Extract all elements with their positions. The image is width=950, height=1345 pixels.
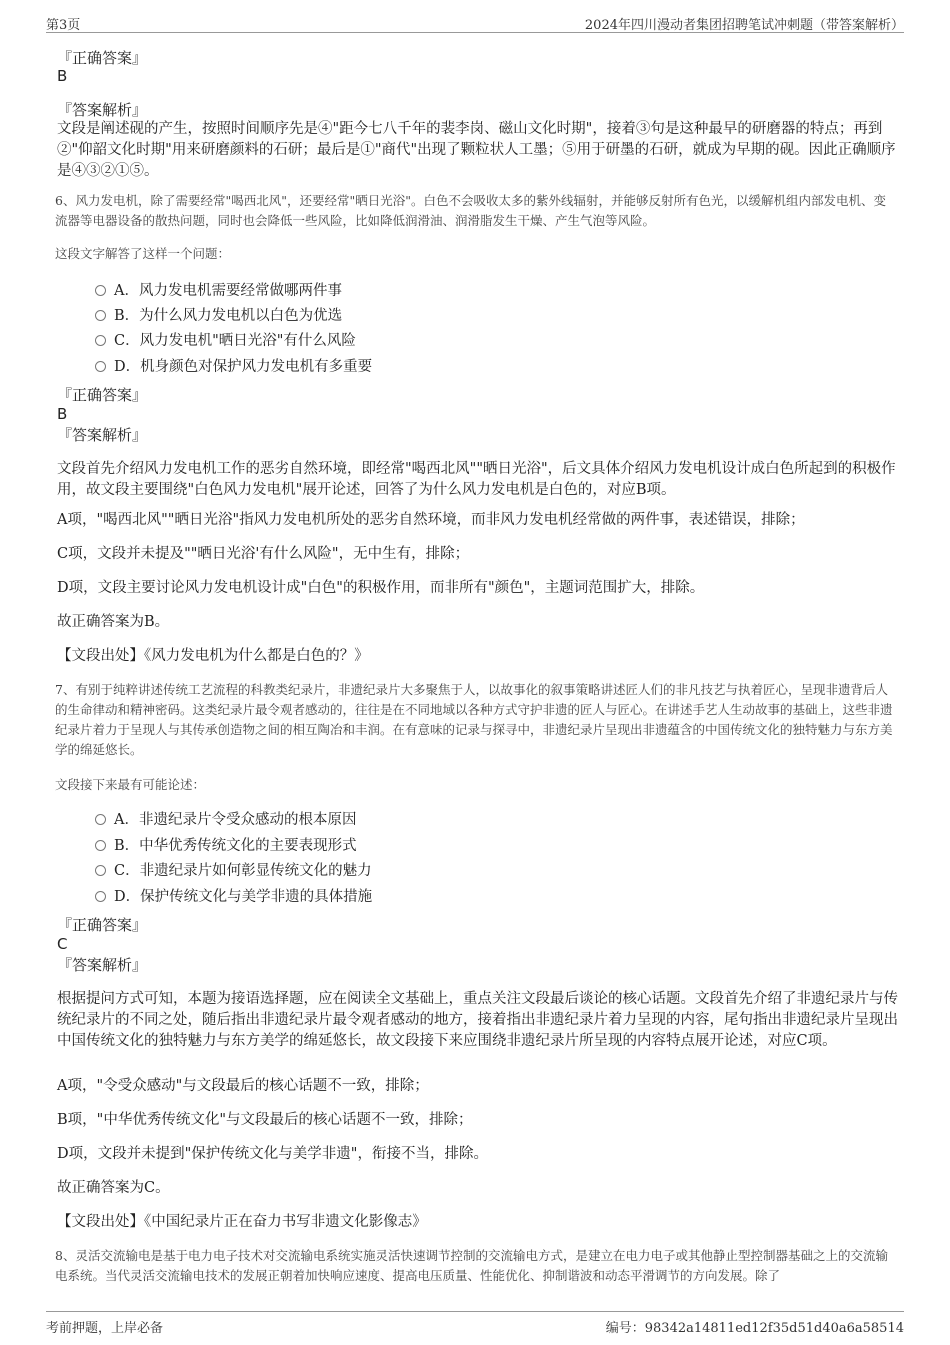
question-text: 8、灵活交流输电是基于电力电子技术对交流输电系统实施灵活快速调节控制的交流输电方式，是建立在电力电子或其他静止型控制器基础之上的交流输电系统。当代灵活交流输电技术的发展正朝着加快响应速度、提高电压质量、性能优化、抑制谐波和动态平滑调节的方向发展。除了: [55, 1248, 888, 1283]
source-citation: 【文段出处】《中国纪录片正在奋力书写非遗文化影像志》: [57, 1214, 427, 1230]
question-prompt: 文段接下来最有可能论述：: [55, 777, 206, 792]
option-d[interactable]: D．机身颜色对保护风力发电机有多重要: [95, 357, 372, 377]
analysis-option-c: C项，文段并未提及""晒日光浴'有什么风险"，无中生有，排除；: [57, 546, 470, 562]
option-c[interactable]: C．风力发电机"晒日光浴"有什么风险: [95, 331, 356, 351]
radio-icon[interactable]: [95, 814, 106, 825]
radio-icon[interactable]: [95, 891, 106, 902]
radio-icon[interactable]: [95, 865, 106, 876]
radio-icon[interactable]: [95, 310, 106, 321]
option-c[interactable]: C．非遗纪录片如何彰显传统文化的魅力: [95, 861, 372, 881]
correct-answer-label: 『正确答案』: [57, 49, 148, 67]
analysis-option-d: D项，文段主要讨论风力发电机设计成"白色"的积极作用，而非所有"颜色"，主题词范围扩大，排除。: [57, 580, 705, 596]
option-a[interactable]: A．非遗纪录片令受众感动的根本原因: [95, 810, 356, 830]
question-text: 7、有别于纯粹讲述传统工艺流程的科教类纪录片，非遗纪录片大多聚焦于人，以故事化的叙事策略讲述匠人们的非凡技艺与执着匠心，呈现非遗背后人的生命律动和精神密码。这类纪录片最令观者感动的，往往是在不同地域以各种方式守护非遗的匠人与匠心。在讲述手艺人生动故事的基础上，这些非遗纪录片着力于呈现人与其传承创造物之间的相互陶冶和丰润。在有意味的记录与探寻中，非遗纪录片呈现出非遗蕴含的中国传统文化的独特魅力与东方美学的绵延悠长。: [55, 682, 893, 757]
analysis-label: 『答案解析』: [57, 956, 148, 974]
option-d[interactable]: D．保护传统文化与美学非遗的具体措施: [95, 887, 372, 907]
analysis-label: 『答案解析』: [57, 101, 148, 119]
question-prompt: 这段文字解答了这样一个问题：: [55, 246, 231, 261]
option-a[interactable]: A．风力发电机需要经常做哪两件事: [95, 281, 342, 301]
radio-icon[interactable]: [95, 840, 106, 851]
page-footer: [46, 1311, 904, 1338]
radio-icon[interactable]: [95, 335, 106, 346]
page-header: [46, 10, 904, 33]
page-number: 第3页: [46, 18, 81, 33]
radio-icon[interactable]: [95, 361, 106, 372]
analysis-option-d: D项，文段并未提到"保护传统文化与美学非遗"，衔接不当，排除。: [57, 1146, 488, 1162]
option-b[interactable]: B．为什么风力发电机以白色为优选: [95, 306, 342, 326]
question-text: 6、风力发电机，除了需要经常"喝西北风"，还要经常"晒日光浴"。白色不会吸收太多的紫外线辐射，并能够反射所有色光，以缓解机组内部发电机、变流器等电器设备的散热问题，同时也会降低一些风险，比如降低润滑油、润滑脂发生干燥、产生气泡等风险。: [55, 193, 886, 228]
analysis-label: 『答案解析』: [57, 426, 148, 444]
analysis-option-b: B项，"中华优秀传统文化"与文段最后的核心话题不一致，排除；: [57, 1112, 473, 1128]
correct-answer-value: C: [57, 935, 68, 953]
correct-answer-label: 『正确答案』: [57, 916, 148, 934]
document-title: 2024年四川漫动者集团招聘笔试冲刺题（带答案解析）: [584, 18, 904, 33]
source-citation: 【文段出处】《风力发电机为什么都是白色的？》: [57, 648, 369, 664]
correct-answer-value: B: [57, 405, 68, 423]
analysis-text: 根据提问方式可知，本题为接语选择题，应在阅读全文基础上，重点关注文段最后谈论的核心话题。文段首先介绍了非遗纪录片与传统纪录片的不同之处，随后指出非遗纪录片最令观者感动的地方，接着指出非遗纪录片着力呈现的内容，尾句指出非遗纪录片呈现出中国传统文化的独特魅力与东方美学的绵延悠长，故文段接下来应围绕非遗纪录片所呈现的内容特点展开论述，对应C项。: [57, 991, 898, 1049]
footer-slogan: 考前押题，上岸必备: [46, 1321, 164, 1336]
correct-answer-label: 『正确答案』: [57, 386, 148, 404]
conclusion-text: 故正确答案为C。: [57, 1180, 170, 1196]
option-b[interactable]: B．中华优秀传统文化的主要表现形式: [95, 836, 357, 856]
analysis-option-a: A项，"令受众感动"与文段最后的核心话题不一致，排除；: [57, 1078, 429, 1094]
conclusion-text: 故正确答案为B。: [57, 614, 170, 630]
correct-answer-value: B: [57, 67, 68, 85]
document-code: 编号：98342a14811ed12f35d51d40a6a58514: [605, 1321, 904, 1336]
analysis-option-a: A项，"喝西北风""晒日光浴"指风力发电机所处的恶劣自然环境，而非风力发电机经常做的两件事，表述错误，排除；: [57, 512, 805, 528]
radio-icon[interactable]: [95, 285, 106, 296]
analysis-text: 文段是阐述砚的产生，按照时间顺序先是④"距今七八千年的裴李岗、磁山文化时期"，接着③句是这种最早的研磨器的特点；再到②"仰韶文化时期"用来研磨颜料的石研；最后是①"商代"出现了颗粒状人工墨；⑤用于研墨的石研，就成为早期的砚。因此正确顺序是④③②①⑤。: [57, 121, 896, 179]
analysis-text: 文段首先介绍风力发电机工作的恶劣自然环境，即经常"喝西北风""晒日光浴"，后文具体介绍风力发电机设计成白色所起到的积极作用，故文段主要围绕"白色风力发电机"展开论述，回答了为什么风力发电机是白色的，对应B项。: [57, 461, 896, 498]
